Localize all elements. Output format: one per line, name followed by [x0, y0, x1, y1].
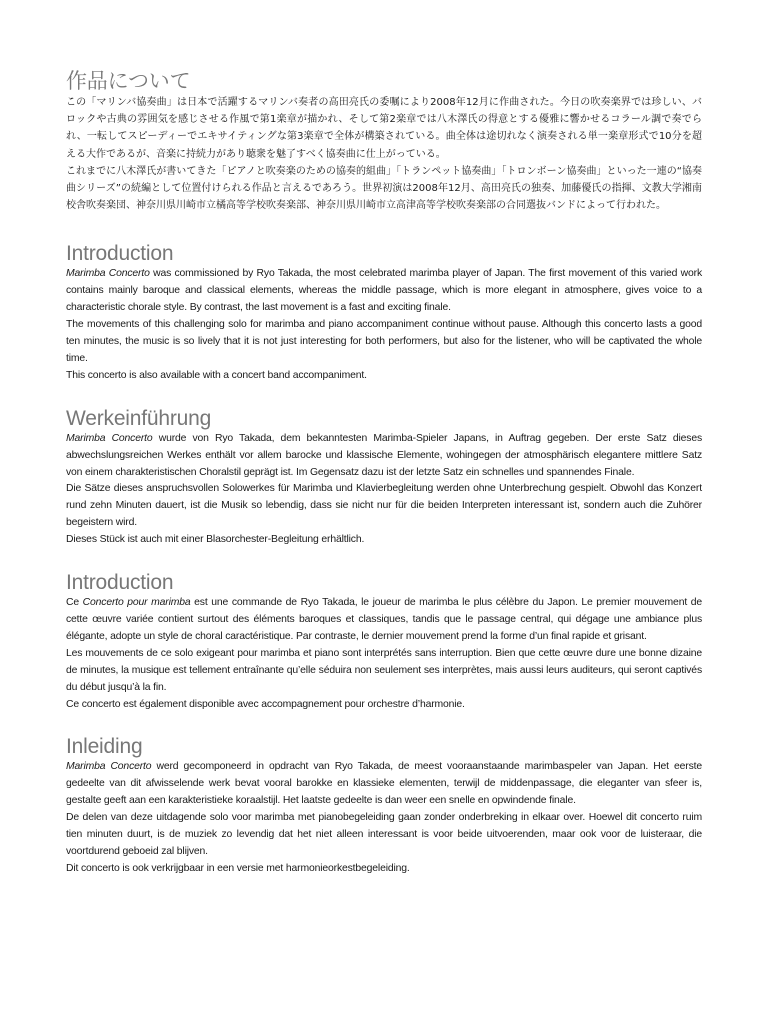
paragraph: Marimba Concerto werd gecomponeerd in opdracht van Ryo Takada, de meest vooraanstaande marimbaspeler van Japan. Het eerste gedeelte van dit afwisselende werk bevat vooral barokke en klassieke elementen, terwijl de middenpassage, die eleganter van sfeer is, gestalte geeft aan een karakteristieke koraalstijl. Het laatste gedeelte is dan weer een snelle en opwindende finale.	[66, 761, 702, 807]
paragraph: Dieses Stück ist auch mit einer Blasorchester-Begleitung erhältlich.	[66, 534, 365, 546]
section-heading: 作品について	[66, 70, 191, 93]
paragraph: Marimba Concerto was commissioned by Ryo Takada, the most celebrated marimba player of Japan. The first movement of this varied work contains mainly baroque and classical elements, whereas the middle passage, which is more elegant in atmosphere, gives voice to a characteristic chorale style. By contrast, the last movement is a fast and exciting finale.	[66, 268, 702, 314]
paragraph: これまでに八木澤氏が書いてきた「ピアノと吹奏楽のための協奏的組曲」「トランペット協奏曲」「トロンボーン協奏曲」といった一連の“協奏曲シリーズ”の続編として位置付けられる作品と言えるであろう。世界初演は2008年12月、高田亮氏の独奏、加藤優氏の指揮、文教大学湘南校舎吹奏楽団、神奈川県川崎市立橘高等学校吹奏楽部、神奈川県川崎市立高津高等学校吹奏楽部の合同選抜バンドによって行われた。	[66, 165, 702, 212]
work-title: Marimba Concerto	[66, 761, 152, 773]
paragraph: Die Sätze dieses anspruchsvollen Solowerkes für Marimba und Klavierbegleitung werden ohne Unterbrechung gespielt. Obwohl das Konzert rund zehn Minuten dauert, ist die Musik so lebendig, dass sie nicht nur für die beiden Interpreten interessant ist, sondern auch die Zuhörer begeistern wird.	[66, 483, 702, 529]
section-german	[66, 407, 702, 549]
section-heading: Introduction	[66, 571, 174, 595]
work-title: Marimba Concerto	[66, 432, 153, 444]
work-title: Marimba Concerto	[66, 268, 150, 280]
paragraph: Les mouvements de ce solo exigeant pour marimba et piano sont interprétés sans interruption. Bien que cette œuvre dure une bonne dizaine de minutes, la musique est tellement entraînante qu’elle séduira non seulement ses interprètes, mais aussi leurs auditeurs, qui seront captivés du début jusqu’à la fin.	[66, 647, 702, 693]
paragraph: De delen van deze uitdagende solo voor marimba met pianobegeleiding gaan zonder onderbreking in elkaar over. Hoewel dit concerto ruim tien minuten duurt, is de muziek zo levendig dat het niet alleen interessant is voor beide uitvoerenden, maar ook voor de luisteraar, die voortdurend geboeid zal blijven.	[66, 812, 702, 857]
section-dutch	[66, 735, 702, 877]
paragraph: Ce concerto est également disponible avec accompagnement pour orchestre d’harmonie.	[66, 698, 465, 710]
section-french	[66, 571, 702, 713]
paragraph: Ce Concerto pour marimba est une commande de Ryo Takada, le joueur de marimba le plus célèbre du Japon. Le premier mouvement de cette œuvre variée contient surtout des éléments baroques et classiques, tandis que le passage central, qui dégage une ambiance plus élégante, adopte un style de choral caractéristique. Par contraste, le dernier mouvement prend la forme d’un final rapide et grisant.	[66, 597, 702, 642]
paragraph: Marimba Concerto wurde von Ryo Takada, dem bekanntesten Marimba-Spieler Japans, in Auftrag gegeben. Der erste Satz dieses abwechslungsreichen Werkes enthält vor allem barocke und klassische Elemente, wohingegen der atmosphärisch elegantere mittlere Satz von einem charakteristischen Choralstil geprägt ist. Im Gegensatz dazu ist der letzte Satz ein schnelles und spannendes Finale.	[66, 432, 702, 478]
work-title: Concerto pour marimba	[82, 597, 191, 609]
section-heading: Inleiding	[66, 735, 143, 759]
section-heading: Introduction	[66, 242, 174, 266]
section-english	[66, 242, 702, 384]
paragraph: The movements of this challenging solo for marimba and piano accompaniment continue without pause. Although this concerto lasts a good ten minutes, the music is so lively that it is not just interesting for both performers, but also for the listener, who will be captivated the whole time.	[66, 319, 702, 364]
section-japanese	[66, 70, 702, 214]
document-page	[66, 70, 702, 900]
paragraph: この「マリンバ協奏曲」は日本で活躍するマリンバ奏者の高田亮氏の委嘱により2008年12月に作曲された。今日の吹奏楽界では珍しい、バロックや古典の雰囲気を感じさせる作風で第1楽章が描かれ、そして第2楽章では八木澤氏の得意とする優雅に響かせるコラール調で奏でられ、一転してスピーディーでエキサイティングな第3楽章で全体が構築されている。曲全体は途切れなく演奏される単一楽章形式で10分を超える大作であるが、音楽に持続力があり聴衆を魅了すべく協奏曲に仕上がっている。	[66, 97, 702, 160]
section-heading: Werkeinführung	[66, 406, 212, 430]
paragraph: This concerto is also available with a concert band accompaniment.	[66, 369, 367, 381]
paragraph: Dit concerto is ook verkrijgbaar in een versie met harmonieorkestbegeleiding.	[66, 862, 410, 874]
